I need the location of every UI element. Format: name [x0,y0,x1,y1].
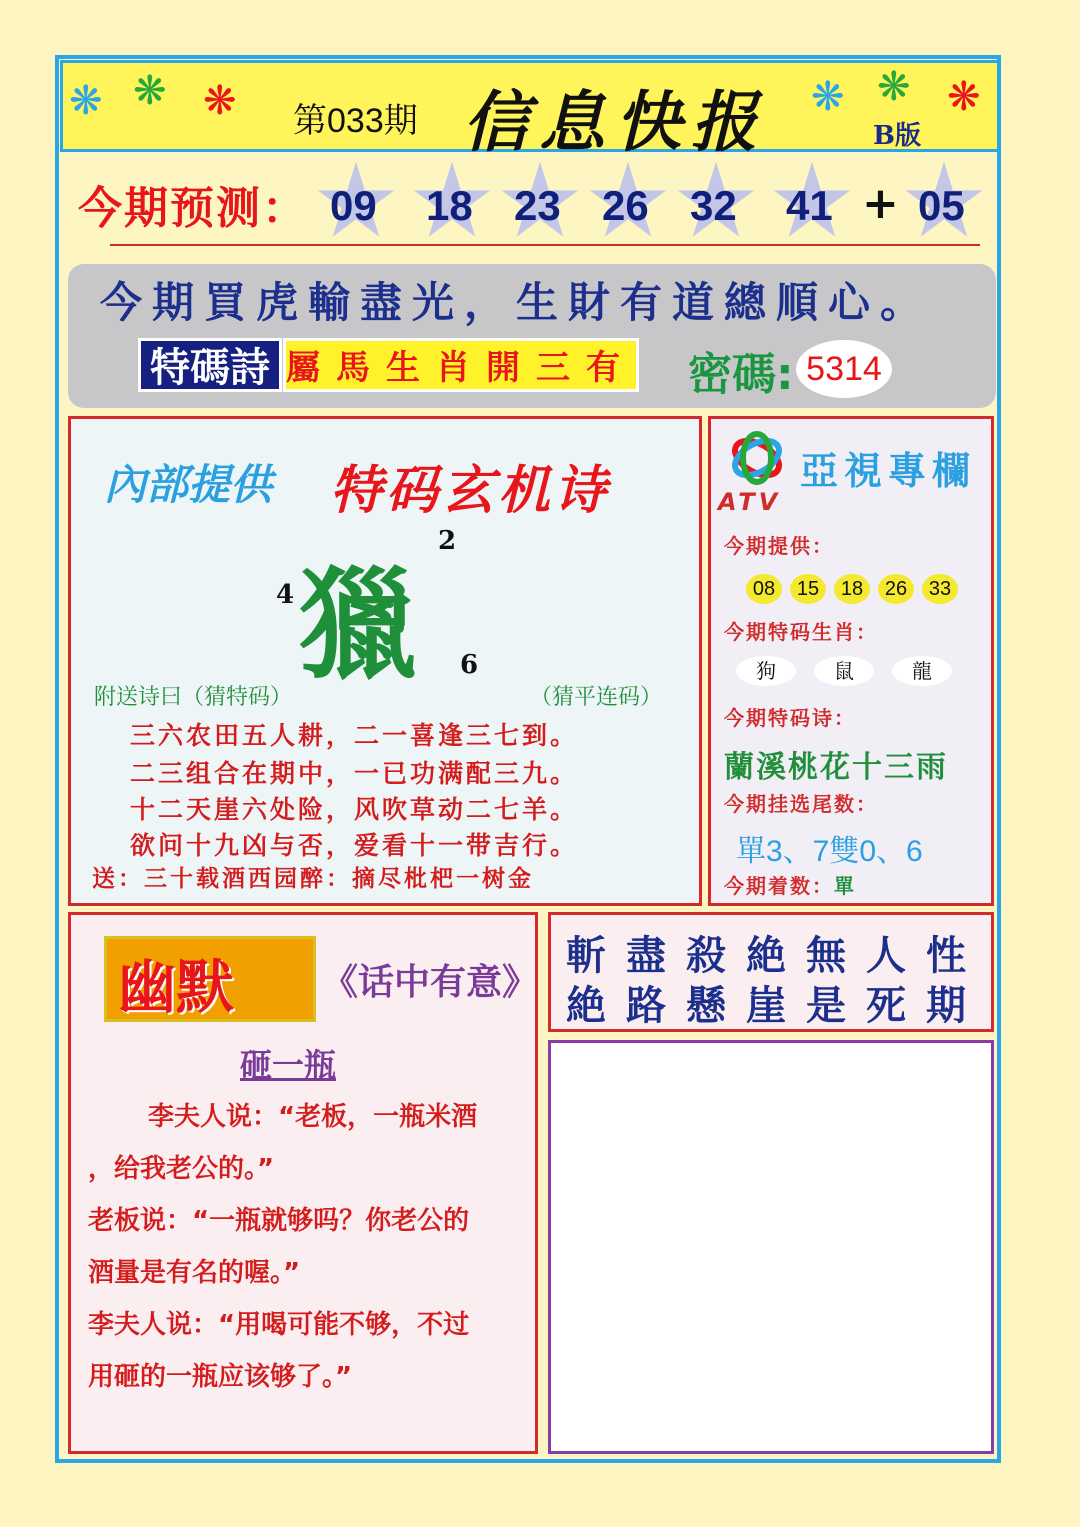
riddle-number-top: 2 [438,526,457,556]
divider [110,244,980,246]
joke-title: 砸一瓶 [240,1046,337,1084]
atv-poem: 蘭溪桃花十三雨 [724,750,948,785]
humor-badge: 幽默 [118,953,235,1021]
note-left: 附送诗曰（猜特码） [94,685,293,710]
edition-label: B版 [873,121,921,151]
plus-sign: + [862,178,899,229]
joke-line: ，给我老公的。” [88,1154,275,1184]
page-title: 信息快报 [463,83,767,161]
joke-line: 用砸的一瓶应该够了。” [88,1362,353,1392]
joke-line: 李夫人说：“用喝可能不够，不过 [88,1310,470,1340]
tail-label: 今期挂选尾数： [724,792,878,816]
tema-poem-text: 屬馬生肖開三有 [283,338,639,392]
riddle-character: 獵 [298,555,418,696]
password-value: 5314 [796,340,892,398]
flower-icon: ❋ [203,78,237,124]
tail-value: 單3、7雙0、6 [736,835,923,868]
joke-line: 酒量是有名的喔。” [88,1258,301,1288]
prediction-number: 09 [330,182,377,229]
zodiac-label: 今期特码生肖： [724,620,878,644]
prediction-number: 23 [514,182,561,229]
atv-logo-text: ATV [718,488,782,516]
flower-icon: ❋ [69,78,103,124]
panel-title: 特码玄机诗 [330,461,611,521]
flower-icon: ❋ [133,68,167,114]
poem-line: 三六农田五人耕，二一喜逢三七到。 [130,721,579,750]
zodiac-badge: 龍 [892,656,952,686]
zodiac-badge: 鼠 [814,656,874,686]
number-ball: 33 [922,574,958,604]
password-label: 密碼: [688,349,794,400]
atv-title: 亞視專欄 [800,448,977,493]
provide-label: 今期提供： [724,534,834,558]
atv-poem-label: 今期特码诗： [724,706,856,730]
verse-box-line: 絶路懸崖是死期 [566,982,986,1029]
poem-line: 二三组合在期中，一已功满配三九。 [130,759,579,788]
riddle-number-left: 4 [276,580,295,610]
riddle-number-bottom: 6 [460,650,479,680]
prediction-number: 32 [690,182,737,229]
number-ball: 18 [834,574,870,604]
flower-icon: ❋ [877,64,911,110]
number-ball: 08 [746,574,782,604]
gift-line: 送：三十载酒西园醉：摘尽枇杷一树金 [92,866,534,892]
provider-label: 內部提供 [104,460,273,509]
prediction-label: 今期预测： [78,183,308,234]
note-right: （猜平连码） [530,685,663,710]
special-number: 05 [918,182,965,229]
verse-line: 今期買虎輸盡光，生財有道總順心。 [100,278,933,327]
tema-poem-label: 特碼詩 [138,338,282,392]
atv-logo-icon [722,428,792,488]
blank-panel [548,1040,994,1454]
look-row [724,870,856,899]
poem-line: 十二天崖六处险，风吹草动二七羊。 [130,795,579,824]
prediction-number: 26 [602,182,649,229]
humor-subtitle: 《话中有意》 [322,962,539,1003]
prediction-number: 18 [426,182,473,229]
flower-icon: ❋ [947,74,981,120]
number-ball: 26 [878,574,914,604]
look-label: 今期着数： [724,874,834,898]
verse-box-line: 斬盡殺絶無人性 [566,932,986,979]
zodiac-badge: 狗 [736,656,796,686]
look-value: 單 [834,874,856,898]
poem-line: 欲问十九凶与否，爱看十一带吉行。 [130,831,579,860]
header-banner [60,60,1000,161]
issue-number: 第033期 [293,102,418,140]
number-ball: 15 [790,574,826,604]
prediction-number: 41 [786,182,833,229]
flower-icon: ❋ [811,74,845,120]
joke-line: 老板说：“一瓶就够吗？你老公的 [88,1206,470,1236]
joke-line: 李夫人说：“老板，一瓶米酒 [148,1102,478,1132]
